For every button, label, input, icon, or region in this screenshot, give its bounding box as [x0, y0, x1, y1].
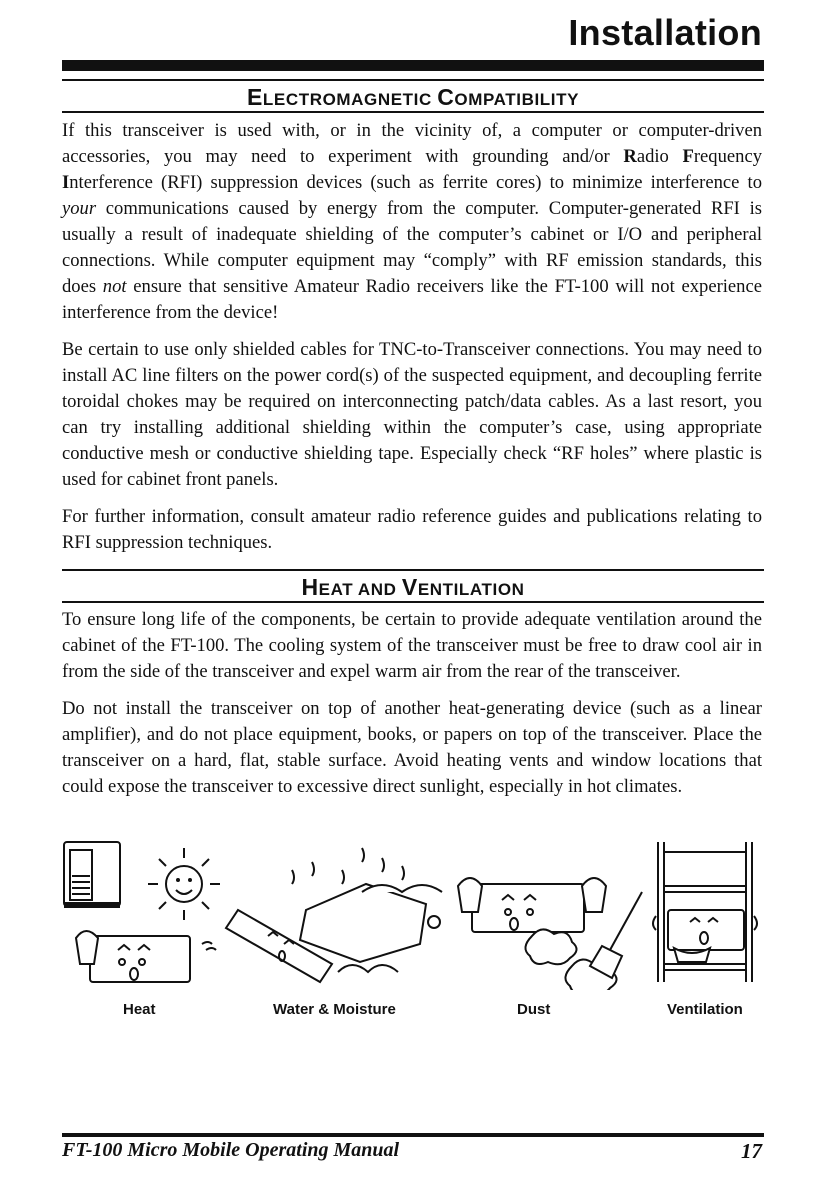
emc-paragraph-1: If this transceiver is used with, or in the vicinity of, a computer or computer-driven accessories, you may need to experiment with grounding and/or Radio Frequency Interference (RFI) suppression devices (such as ferrite cores) to minimize interference to your communications caused by energy from the computer. Computer-generated RFI is usually a result of inadequate shielding of the computer’s cabinet or I/O and peripheral connections. While computer equipment may “comply” with RF emission standards, this does not ensure that sensitive Amateur Radio receivers like the FT-100 will not experience interference from the device! — [62, 120, 762, 323]
section-heading-emc: ELECTROMAGNETIC COMPATIBILITY — [246, 84, 580, 110]
footer-rule — [62, 1133, 764, 1137]
section-rule-top — [62, 79, 764, 81]
heat-paragraph-1: To ensure long life of the components, be certain to provide adequate ventilation around the cabinet of the FT-100. The cooling system of the transceiver must be free to draw cool air in from the side of the transceiver and expel warm air from the rear of the transceiver. — [62, 609, 762, 682]
figure-label-water: Water & Moisture — [273, 1001, 396, 1018]
section-rule-top — [62, 569, 764, 571]
installation-illustrations — [62, 840, 764, 990]
page-number: 17 — [741, 1139, 762, 1163]
page-title: Installation — [568, 12, 762, 53]
figure-label-ventilation: Ventilation — [667, 1001, 743, 1018]
ventilation-illustration — [653, 842, 757, 982]
section-rule-bottom — [62, 111, 764, 113]
section-heading-heat: HEAT AND VENTILATION — [301, 574, 525, 600]
emc-paragraph-2: Be certain to use only shielded cables for TNC-to-Transceiver connections. You may need to install AC line filters on the power cord(s) of the suspected equipment, and decoupling ferrite toroidal chokes may be required on interconnecting patch/data cables. As a last resort, you can try installing additional shielding within the computer’s case, using appropriate conductive mesh or conductive shielding tape. Especially check “RF holes” where plastic is used for cabinet front panels. — [62, 339, 762, 490]
emc-paragraph-3: For further information, consult amateur radio reference guides and publications relating to RFI suppression techniques. — [62, 506, 762, 553]
figure-label-dust: Dust — [517, 1001, 551, 1018]
heat-illustration — [64, 842, 220, 982]
footer-manual-title: FT-100 Micro Mobile Operating Manual — [62, 1139, 400, 1161]
water-illustration — [226, 848, 442, 982]
header-rule — [62, 60, 764, 71]
heat-paragraph-2: Do not install the transceiver on top of another heat-generating device (such as a linear amplifier), and do not place equipment, books, or papers on top of the transceiver. Place the transceiver on a hard, flat, stable surface. Avoid heating vents and window locations that could expose the transceiver to excessive direct sunlight, especially in hot climates. — [62, 698, 762, 797]
section-rule-bottom — [62, 601, 764, 603]
figure-label-heat: Heat — [123, 1001, 156, 1018]
dust-illustration — [458, 878, 642, 990]
